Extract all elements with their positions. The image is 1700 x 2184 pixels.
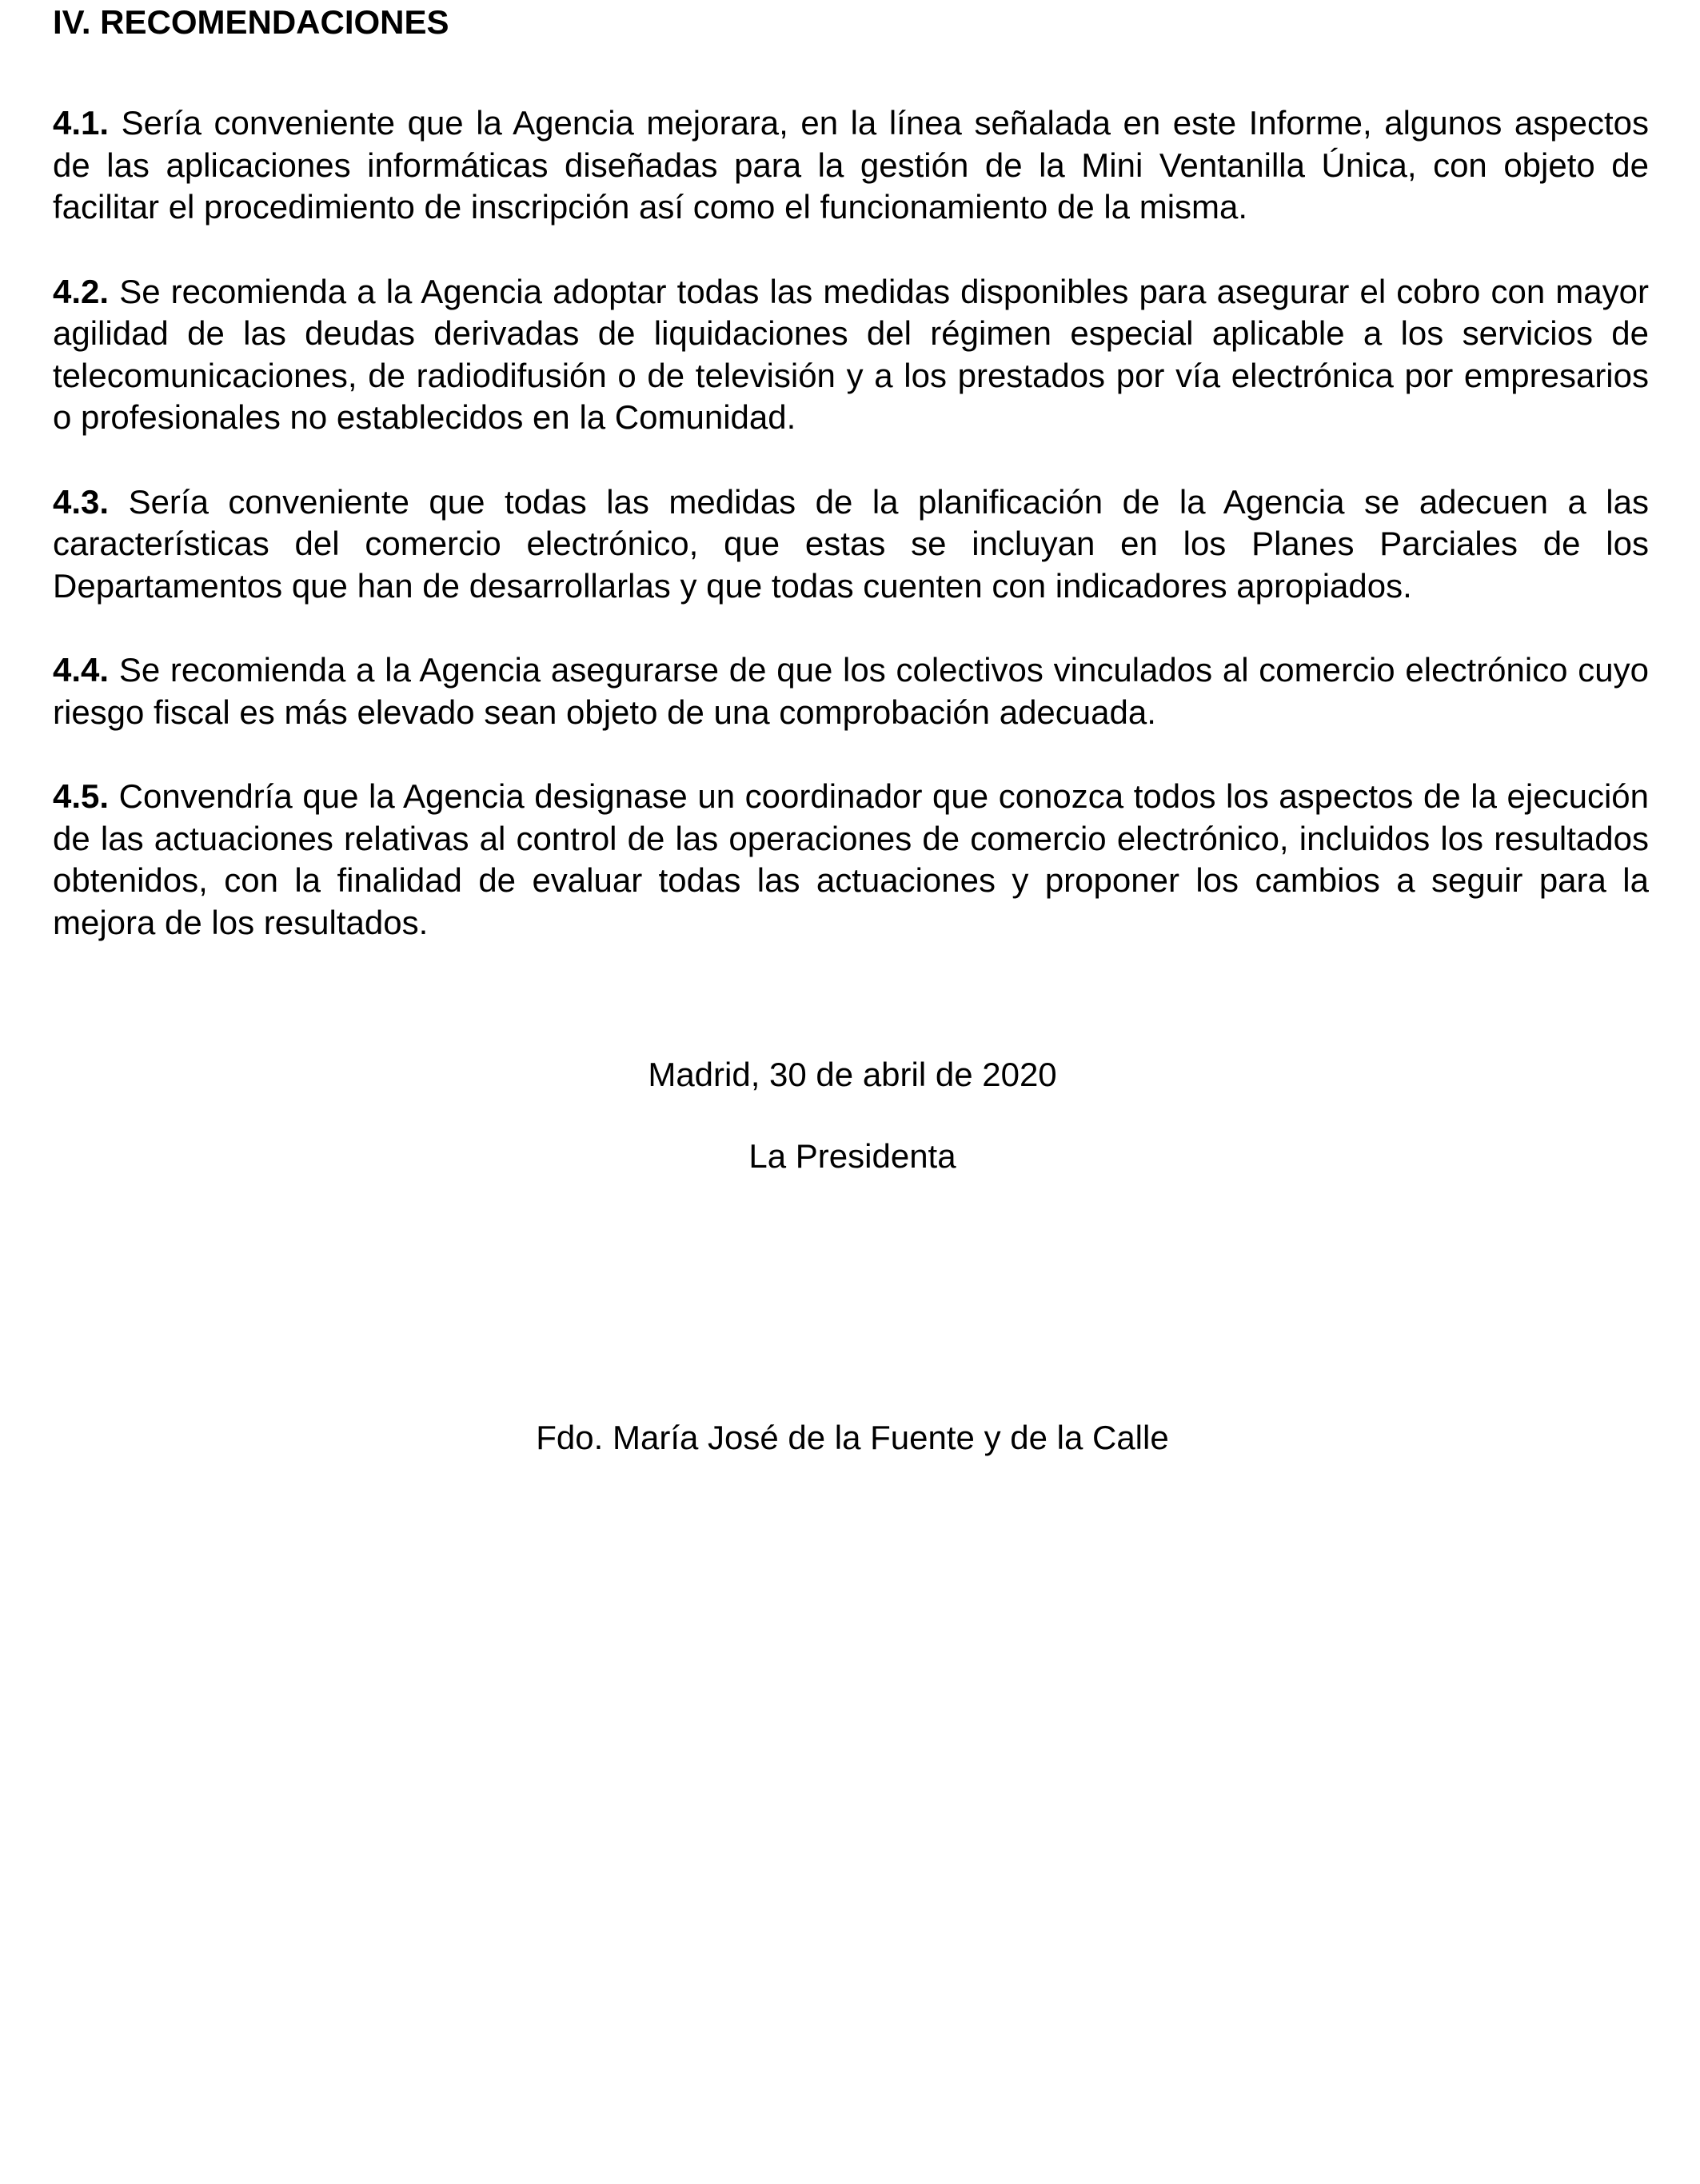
recommendation-4-5 <box>53 776 1649 944</box>
place-date: Madrid, 30 de abril de 2020 <box>648 1056 1057 1093</box>
recommendation-number: 4.5. <box>53 777 110 815</box>
recommendation-4-2 <box>53 271 1649 439</box>
recommendation-text: Sería conveniente que la Agencia mejorara, en la línea señalada en este Informe, algunos aspectos de las aplicaciones informáticas diseñadas para la gestión de la Mini Ventanilla Única, con objeto de facilitar el procedimiento de inscripción así como el funcionamiento de la misma. <box>53 104 1649 226</box>
recommendation-text: Sería conveniente que todas las medidas de la planificación de la Agencia se adecuen a las características del comercio electrónico, que estas se incluyan en los Planes Parciales de los Departamentos que han de desarrollarlas y que todas cuenten con indicadores apropiados. <box>53 482 1649 605</box>
recommendation-text: Se recomienda a la Agencia adoptar todas las medidas disponibles para asegurar el cobro con mayor agilidad de las deudas derivadas de liquidaciones del régimen especial aplicable a los servicios de telecomunicaciones, de radiodifusión o de televisión y a los prestados por vía electrónica por empresarios o profesionales no establecidos en la Comunidad. <box>53 272 1649 436</box>
section-title: IV. RECOMENDACIONES <box>53 3 449 41</box>
signatory-role: La Presidenta <box>748 1137 956 1175</box>
recommendation-text: Se recomienda a la Agencia asegurarse de que los colectivos vinculados al comercio electrónico cuyo riesgo fiscal es más elevado sean objeto de una comprobación adecuada. <box>53 651 1649 731</box>
recommendation-4-1 <box>53 102 1649 229</box>
recommendation-4-3 <box>53 481 1649 608</box>
recommendation-number: 4.4. <box>53 651 110 689</box>
recommendation-number: 4.2. <box>53 272 110 310</box>
recommendation-number: 4.3. <box>53 482 110 521</box>
recommendation-4-4 <box>53 649 1649 733</box>
recommendation-text: Convendría que la Agencia designase un coordinador que conozca todos los aspectos de la ejecución de las actuaciones relativas al control de las operaciones de comercio electrónico, incluidos los resultados obtenidos, con la finalidad de evaluar todas las actuaciones y proponer los cambios a seguir para la mejora de los resultados. <box>53 777 1649 941</box>
signatory-name: Fdo. María José de la Fuente y de la Calle <box>536 1419 1169 1456</box>
recommendations-list <box>53 102 1649 986</box>
document-page <box>53 0 1649 2184</box>
recommendation-number: 4.1. <box>53 104 110 142</box>
